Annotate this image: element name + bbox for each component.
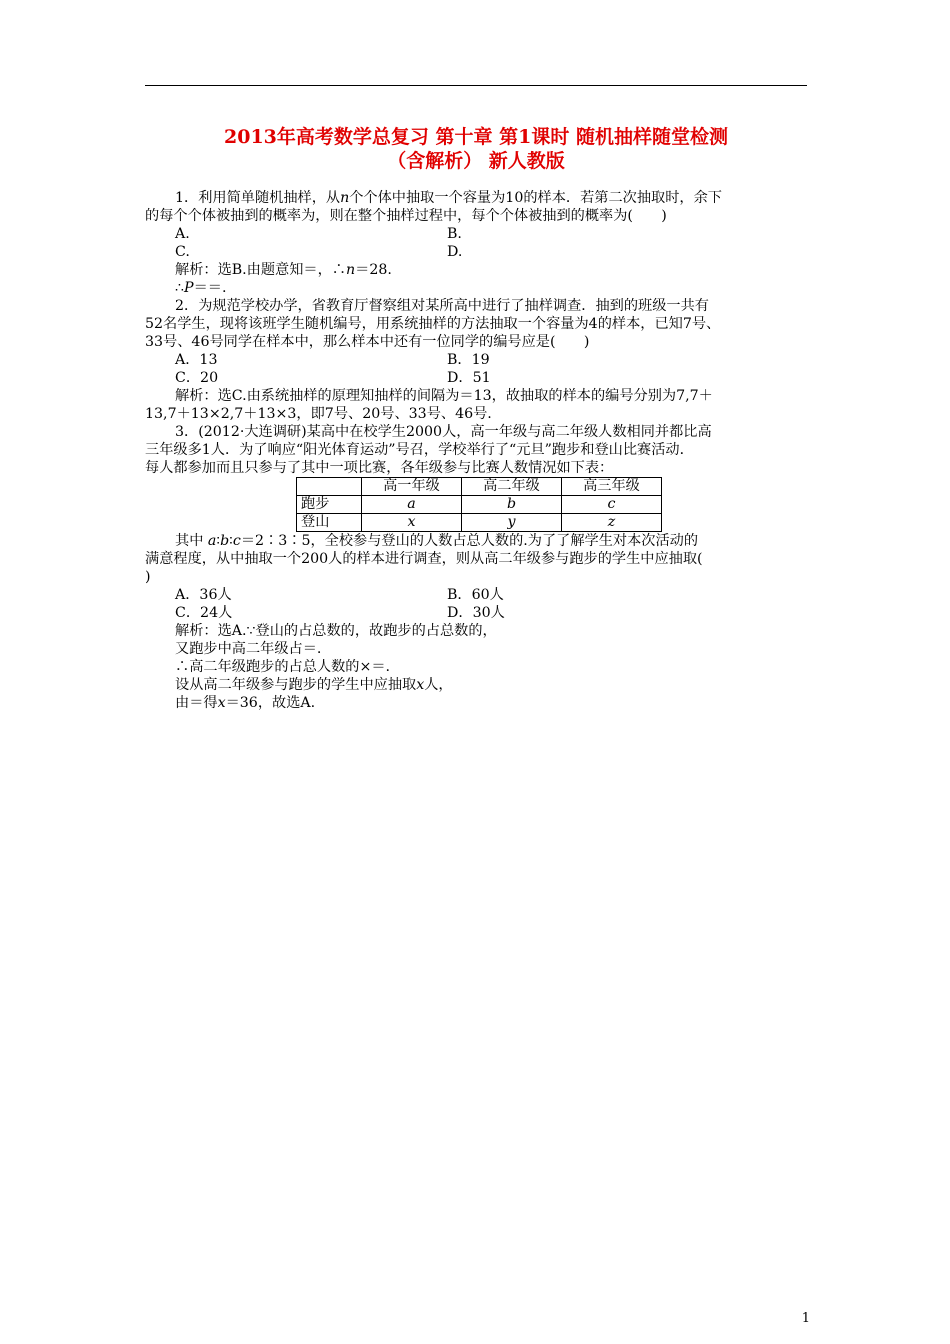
q2-option-b: B．19 [447, 352, 490, 368]
table-cell: a [362, 496, 462, 514]
table-header-cell [297, 478, 362, 496]
q1-stem-line1: 1．利用简单随机抽样，从n个个体中抽取一个容量为10的样本．若第二次抽取时，余下 [175, 190, 722, 206]
q2-solution-line1: 解析：选C.由系统抽样的原理知抽样的间隔为＝13，故抽取的样本的编号分别为7,7＋ [175, 388, 713, 404]
q2-option-d: D．51 [447, 370, 491, 386]
q2-solution-line2: 13,7＋13×2,7＋13×3，即7号、20号、33号、46号. [145, 406, 492, 422]
q3-stem-line6: ) [145, 569, 151, 585]
q3-option-c: C．24人 [175, 605, 233, 621]
table-row-label: 跑步 [297, 496, 362, 514]
q3-solution-line4: 设从高二年级参与跑步的学生中应抽取x人， [175, 677, 453, 693]
q3-solution-line5: 由＝得x＝36，故选A. [175, 695, 316, 711]
q1-option-b: B. [447, 226, 462, 242]
q3-option-d: D．30人 [447, 605, 505, 621]
header-rule [145, 85, 807, 86]
q2-stem-line2: 52名学生，现将该班学生随机编号，用系统抽样的方法抽取一个容量为4的样本，已知7号、 [145, 316, 721, 332]
q1-options-row1 [145, 225, 807, 243]
q3-stem-line4: 其中 a∶b∶c＝2∶3∶5，全校参与登山的人数占总人数的.为了了解学生对本次活动的 [175, 533, 699, 549]
table-cell: z [562, 514, 662, 532]
document-body [145, 189, 807, 712]
q2-options-row1 [145, 351, 807, 369]
q2-option-c: C．20 [175, 370, 219, 386]
q3-solution-line1: 解析：选A.∵登山的占总数的，故跑步的占总数的， [175, 623, 497, 639]
table-row [297, 514, 662, 532]
q2-option-a: A．13 [175, 352, 218, 368]
document-subtitle: （含解析） 新人教版 [387, 150, 565, 172]
q3-options-row1 [145, 586, 807, 604]
q3-option-a: A．36人 [175, 587, 232, 603]
document-title: 2013年高考数学总复习 第十章 第1课时 随机抽样随堂检测 [224, 126, 728, 148]
q2-stem-line3: 33号、46号同学在样本中，那么样本中还有一位同学的编号应是( ) [145, 334, 590, 350]
q3-stem-line5: 满意程度，从中抽取一个200人的样本进行调查，则从高二年级参与跑步的学生中应抽取( [145, 551, 703, 567]
q1-options-row2 [145, 243, 807, 261]
q1-solution-line1: 解析：选B.由题意知＝，∴n＝28. [175, 262, 392, 278]
q1-solution-line2: ∴P＝＝. [175, 280, 227, 296]
q3-stem-line3: 每人都参加而且只参与了其中一项比赛，各年级参与比赛人数情况如下表： [145, 460, 614, 476]
table-header-cell: 高二年级 [462, 478, 562, 496]
table-row [297, 496, 662, 514]
q3-solution-line2: 又跑步中高二年级占＝. [175, 641, 322, 657]
table-cell: c [562, 496, 662, 514]
table-cell: y [462, 514, 562, 532]
page-number: 1 [801, 1311, 810, 1326]
q2-stem-line1: 2．为规范学校办学，省教育厅督察组对某所高中进行了抽样调查．抽到的班级一共有 [175, 298, 709, 314]
table-cell: b [462, 496, 562, 514]
q2-options-row2 [145, 369, 807, 387]
q1-stem-line2: 的每个个体被抽到的概率为，则在整个抽样过程中，每个个体被抽到的概率为( ) [145, 208, 667, 224]
q1-option-d: D. [447, 244, 463, 260]
participation-table [296, 477, 662, 532]
table-cell: x [362, 514, 462, 532]
q3-stem-line1: 3．(2012·大连调研)某高中在校学生2000人，高一年级与高二年级人数相同并都比高 [175, 424, 712, 440]
q3-option-b: B．60人 [447, 587, 504, 603]
q1-option-c: C. [175, 244, 190, 260]
q3-options-row2 [145, 604, 807, 622]
table-header-cell: 高三年级 [562, 478, 662, 496]
table-row-label: 登山 [297, 514, 362, 532]
q1-option-a: A. [175, 226, 190, 242]
table-header-cell: 高一年级 [362, 478, 462, 496]
table-header-row [297, 478, 662, 496]
q3-solution-line3: ∴高二年级跑步的占总人数的×＝. [175, 659, 391, 675]
q3-stem-line2: 三年级多1人．为了响应“阳光体育运动”号召，学校举行了“元旦”跑步和登山比赛活动． [145, 442, 694, 458]
